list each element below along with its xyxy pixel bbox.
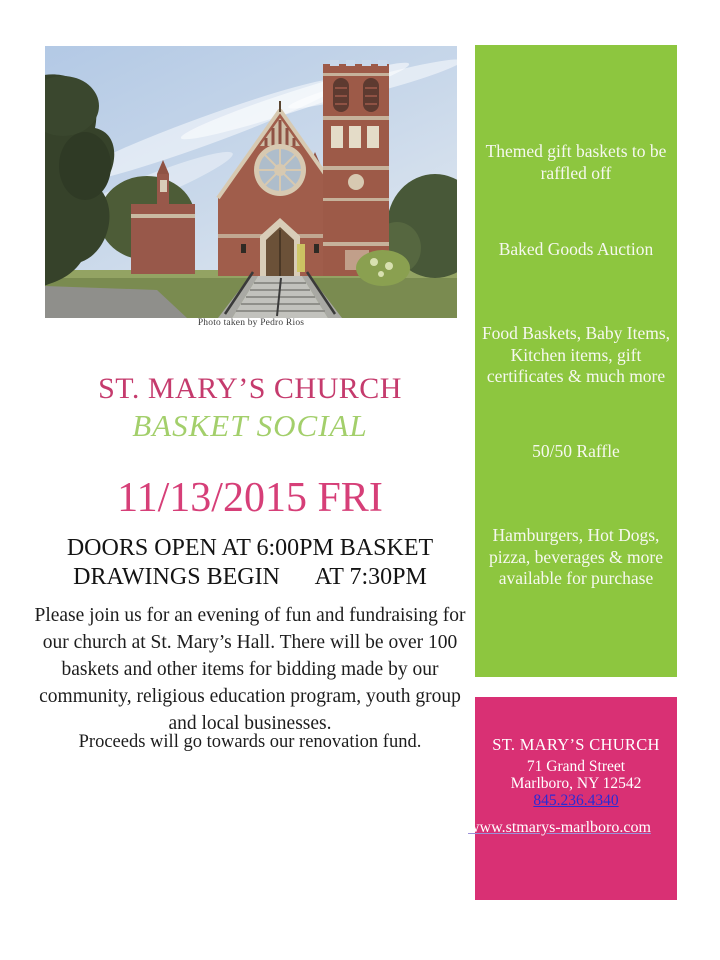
church-photo bbox=[45, 46, 457, 318]
photo-credit: Photo taken by Pedro Rios bbox=[197, 318, 305, 328]
event-description: Please join us for an evening of fun and fundraising for our church at St. Mary’s Hall. There will be over 100 baskets and other items for bidding made by our community, religious education program, youth group and local businesses. bbox=[34, 605, 466, 734]
church-photo-image bbox=[45, 46, 457, 318]
event-name: BASKET SOCIAL bbox=[132, 408, 368, 443]
proceeds-note: Proceeds will go towards our renovation fund. bbox=[78, 732, 422, 752]
event-date: 11/13/2015 FRI bbox=[117, 475, 383, 521]
drawings-line: DRAWINGS BEGIN AT 7:30PM bbox=[73, 563, 427, 590]
contact-city: Marlboro, NY 12542 bbox=[510, 775, 642, 792]
church-title: ST. MARY’S CHURCH bbox=[98, 372, 402, 405]
contact-panel bbox=[468, 697, 677, 900]
highlight-item-food: Hamburgers, Hot Dogs, pizza, beverages & more available for purchase bbox=[489, 525, 663, 588]
contact-street: 71 Grand Street bbox=[526, 758, 626, 775]
highlight-item-gift-baskets: Themed gift baskets to be raffled off bbox=[485, 141, 667, 183]
highlight-item-baked-goods: Baked Goods Auction bbox=[498, 239, 654, 259]
doors-open-line: DOORS OPEN AT 6:00PM BASKET bbox=[66, 535, 434, 561]
highlight-item-basket-types: Food Baskets, Baby Items, Kitchen items, gift certificates & much more bbox=[481, 323, 671, 386]
phone-link[interactable]: 845.236.4340 bbox=[533, 792, 619, 809]
contact-church-name: ST. MARY’S CHURCH bbox=[492, 735, 660, 754]
highlights-panel bbox=[475, 45, 677, 677]
highlight-item-raffle: 50/50 Raffle bbox=[532, 441, 620, 461]
website-link[interactable]: www.stmarys-marlboro.com bbox=[468, 819, 651, 836]
event-times bbox=[30, 534, 470, 591]
